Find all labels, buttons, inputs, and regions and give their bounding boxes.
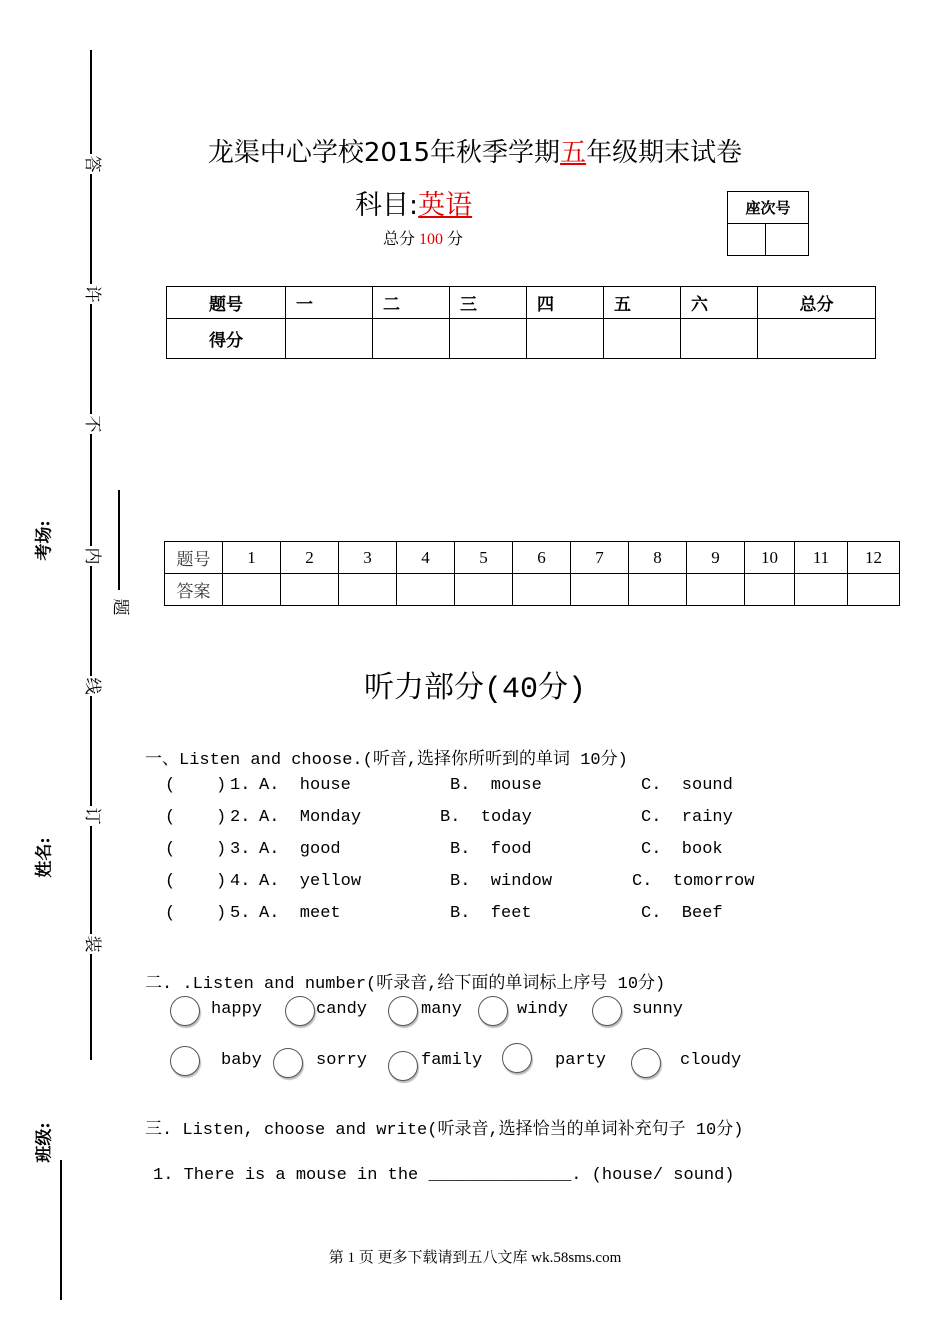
part1-q5-num: 5. [230,904,251,923]
part1-heading: 一、Listen and choose.(听音,选择你所听到的单词 10分) [145,751,628,770]
total-unit: 分 [447,231,464,248]
seat-cell-2[interactable] [766,224,809,256]
part1-q2-a: A. Monday [259,808,362,827]
word-happy: happy [211,1000,263,1019]
number-circle-candy[interactable] [285,996,315,1026]
answer-cell[interactable] [629,574,687,606]
exam-room-label: 考场: [34,520,55,561]
total-value: 100 [419,231,444,248]
subject-value: 英语 [418,190,473,221]
page-footer: 第 1 页 更多下载请到五八文库 wk.58sms.com [328,1250,622,1266]
exam-title-grade: 五 [560,138,587,168]
answer-number: 7 [571,542,629,574]
margin-char-ding: 订 [82,807,102,825]
answer-row-label: 答案 [165,574,223,606]
part1-q1-c: C. sound [641,776,733,795]
word-party: party [555,1051,607,1070]
part1-q2-paren: ( ) [165,808,227,827]
number-circle-sunny[interactable] [592,996,622,1026]
score-header: 二 [373,287,450,319]
score-header: 三 [450,287,527,319]
part3-heading: 三. Listen, choose and write(听录音,选择恰当的单词补充句子 10分) [145,1121,744,1140]
number-circle-many[interactable] [388,996,418,1026]
number-circle-party[interactable] [502,1043,532,1073]
answer-number: 1 [223,542,281,574]
part1-q1-b: B. mouse [450,776,542,795]
exam-title-pre: 龙渠中心学校2015年秋季学期 [207,138,561,168]
score-cell[interactable] [450,319,527,359]
answer-row-label: 题号 [165,542,223,574]
answer-number: 11 [795,542,848,574]
word-sorry: sorry [316,1051,368,1070]
total-score-line [383,226,463,249]
score-table [166,286,876,359]
number-circle-baby[interactable] [170,1046,200,1076]
answer-number: 12 [848,542,900,574]
exam-title-post: 年级期末试卷 [586,138,743,168]
margin-line-inner [118,490,120,590]
class-label: 班级: [34,1122,55,1163]
answer-cell[interactable] [848,574,900,606]
score-cell[interactable] [527,319,604,359]
margin-char-xian: 线 [82,677,102,695]
number-circle-family[interactable] [388,1051,418,1081]
score-header: 四 [527,287,604,319]
seat-label: 座次号 [728,192,809,224]
part3-question-1: 1. There is a mouse in the ______________. (house/ sound) [153,1166,735,1185]
answer-number: 10 [745,542,795,574]
subject-label: 科目: [355,190,419,221]
score-header: 一 [286,287,373,319]
answer-cell[interactable] [687,574,745,606]
answer-number: 2 [281,542,339,574]
number-circle-happy[interactable] [170,996,200,1026]
part1-q4-paren: ( ) [165,872,227,891]
score-cell[interactable] [758,319,876,359]
seat-cell-1[interactable] [728,224,766,256]
margin-char-nei: 内 [82,547,102,565]
word-cloudy: cloudy [680,1051,742,1070]
answer-cell[interactable] [571,574,629,606]
part2-heading: 二. .Listen and number(听录音,给下面的单词标上序号 10分) [145,975,666,994]
part1-q1-a: A. house [259,776,351,795]
part1-q1-num: 1. [230,776,251,795]
part1-q4-b: B. window [450,872,553,891]
answer-cell[interactable] [281,574,339,606]
margin-line-lower [60,1160,62,1300]
score-header: 六 [681,287,758,319]
answer-cell[interactable] [455,574,513,606]
listening-section-title: 听力部分(40分) [363,673,586,707]
part1-q3-num: 3. [230,840,251,859]
number-circle-sorry[interactable] [273,1048,303,1078]
answer-cell[interactable] [745,574,795,606]
score-header: 题号 [167,287,286,319]
score-header: 总分 [758,287,876,319]
part1-q1-paren: ( ) [165,776,227,795]
name-label: 姓名: [34,837,55,878]
answer-number: 9 [687,542,745,574]
part1-q2-num: 2. [230,808,251,827]
word-family: family [421,1051,483,1070]
margin-char-xu: 许 [82,285,102,303]
answer-cell[interactable] [397,574,455,606]
part1-q5-c: C. Beef [641,904,723,923]
score-row-label: 得分 [167,319,286,359]
part1-q5-b: B. feet [450,904,532,923]
word-sunny: sunny [632,1000,684,1019]
total-label: 总分 [383,231,416,248]
part1-q5-paren: ( ) [165,904,227,923]
score-cell[interactable] [286,319,373,359]
part1-q4-a: A. yellow [259,872,362,891]
number-circle-cloudy[interactable] [631,1048,661,1078]
part1-q2-c: C. rainy [641,808,733,827]
answer-number: 8 [629,542,687,574]
margin-char-bu: 不 [82,415,102,433]
exam-title [0,132,950,169]
answer-number: 3 [339,542,397,574]
answer-cell[interactable] [223,574,281,606]
score-cell[interactable] [604,319,681,359]
score-cell[interactable] [373,319,450,359]
answer-cell[interactable] [513,574,571,606]
part1-q4-c: C. tomorrow [632,872,755,891]
word-windy: windy [517,1000,569,1019]
answer-cell[interactable] [795,574,848,606]
word-candy: candy [316,1000,368,1019]
part1-q3-paren: ( ) [165,840,227,859]
part1-q3-b: B. food [450,840,532,859]
answer-number: 6 [513,542,571,574]
word-many: many [421,1000,462,1019]
part1-q2-b: B. today [440,808,532,827]
part1-q5-a: A. meet [259,904,341,923]
part1-q3-a: A. good [259,840,341,859]
answer-number: 5 [455,542,513,574]
score-header: 五 [604,287,681,319]
part1-q3-c: C. book [641,840,723,859]
margin-char-da: 答 [82,155,102,173]
word-baby: baby [221,1051,262,1070]
answer-cell[interactable] [339,574,397,606]
number-circle-windy[interactable] [478,996,508,1026]
seat-number-box [727,191,809,256]
answer-number: 4 [397,542,455,574]
margin-char-ti: 题 [110,598,130,616]
part1-q4-num: 4. [230,872,251,891]
score-cell[interactable] [681,319,758,359]
subject-line [355,183,472,222]
margin-char-zhuang: 装 [82,935,102,953]
answer-table [164,541,900,606]
